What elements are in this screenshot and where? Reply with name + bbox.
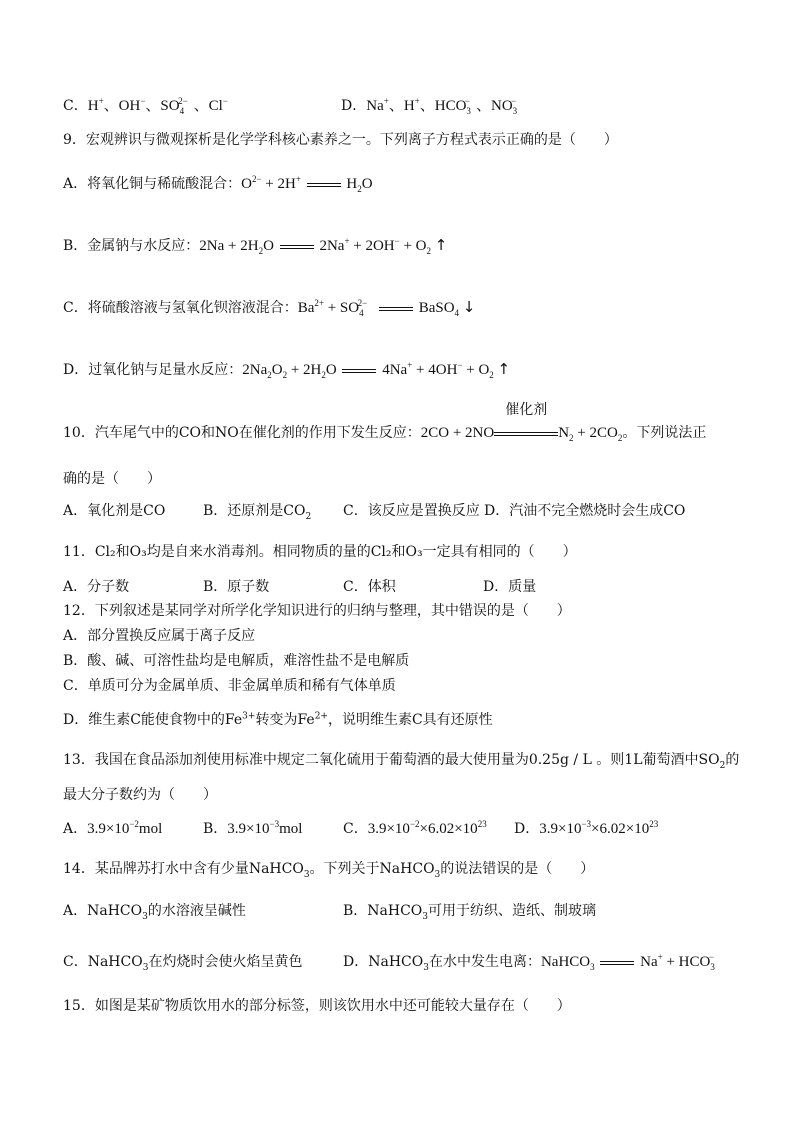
q14-option-c: C．NaHCO$_3$在灼烧时会使火焰呈黄色 <box>63 954 303 973</box>
q10-stem-part2: 。下列说法正 <box>622 425 707 441</box>
q9-option-a-text: A．将氧化铜与稀硫酸混合： <box>63 176 242 192</box>
q8-option-d-ions: Na+、H+、$HCO_3^-$ 、$NO_3^-$ <box>366 96 518 116</box>
q10-option-a: A．氧化剂是CO <box>63 503 166 519</box>
q11-option-c: C．体积 <box>343 579 396 595</box>
q9-option-a <box>63 175 373 193</box>
q14-stem-part1: 14．某品牌苏打水中含有少量NaHCO <box>63 861 304 877</box>
q13-stem-line2: 最大分子数约为（ ） <box>63 787 217 803</box>
q12-option-c: C．单质可分为金属单质、非金属单质和稀有气体单质 <box>63 678 396 694</box>
q12-option-a: A．部分置换反应属于离子反应 <box>63 628 256 644</box>
q10-catalyst-arrow <box>494 401 558 443</box>
q13-option-a: A．$3.9\times 10^{-2}mol$ <box>63 819 163 837</box>
q14-option-d-equation: NaHCO$_3$ $Na^+ + HCO_3^-$ <box>540 952 715 972</box>
q14-option-b-part1: B．NaHCO <box>343 903 423 919</box>
q13-option-b-label: B． <box>203 821 228 837</box>
q9-option-d-equation: $2Na_2O_2 + 2H_2O$ $4Na^+ + 4OH^- + O_2$ ↑ <box>242 360 511 380</box>
q13-option-a-label: A． <box>63 821 88 837</box>
q14-option-b: B．NaHCO$_3$可用于纺织、造纸、制玻璃 <box>343 903 597 922</box>
q11-option-d: D．质量 <box>483 579 537 595</box>
q11-option-a: A．分子数 <box>63 579 130 595</box>
q14-option-c-part1: C．NaHCO <box>63 954 143 970</box>
q9-option-c-text: C．将硫酸溶液与氢氧化钡溶液混合： <box>63 300 298 316</box>
q14-option-d-part2: 在水中发生电离： <box>428 954 541 970</box>
q13-stem-part1: 13．我国在食品添加剂使用标准中规定二氧化硫用于葡萄酒的最大使用量为0.25g / L 。则1L葡萄酒中SO <box>63 752 720 768</box>
q11-option-b: B．原子数 <box>203 579 270 595</box>
q14-option-a: A．NaHCO$_3$的水溶液呈碱性 <box>63 903 246 922</box>
q9-option-b-text: B．金属钠与水反应： <box>63 238 200 254</box>
q8-option-d <box>341 97 522 115</box>
q14-option-b-part2: 可用于纺织、造纸、制玻璃 <box>428 903 597 919</box>
q9-stem: 9．宏观辨识与微观探析是化学学科核心素养之一。下列离子方程式表示正确的是（ ） <box>63 132 618 148</box>
q14-option-d: D．NaHCO$_3$在水中发生电离：NaHCO$_3$ $Na^+ + HCO_3^-$ <box>343 953 720 971</box>
q13-stem: 13．我国在食品添加剂使用标准中规定二氧化硫用于葡萄酒的最大使用量为0.25g / L 。则1L葡萄酒中$SO_2$的 <box>63 752 740 771</box>
q14-option-a-part1: A．NaHCO <box>63 903 143 919</box>
q14-option-c-part2: 在灼烧时会使火焰呈黄色 <box>148 954 303 970</box>
q9-option-a-equation: $O^{2-} + 2H^+$ $H_2O$ <box>241 174 373 194</box>
q8-option-c-label: C． <box>63 98 88 114</box>
q13-option-d-label: D． <box>514 821 540 837</box>
q13-stem-part2: 的 <box>725 752 740 768</box>
q8-option-d-label: D． <box>341 98 367 114</box>
q10-equation: 2CO + 2NO 催化剂 $N_2 + 2CO_2$ <box>420 401 623 443</box>
q9-option-b <box>63 236 447 255</box>
q14-option-a-part2: 的水溶液呈碱性 <box>147 903 246 919</box>
q9-option-c <box>63 298 475 317</box>
q12-option-d-part2: 转变为Fe <box>255 712 315 728</box>
q10-stem-line2: 确的是（ ） <box>63 471 161 487</box>
q12-option-b: B．酸、碱、可溶性盐均是电解质，难溶性盐不是电解质 <box>63 653 410 669</box>
q12-option-d: D．维生素C能使食物中的$Fe^{3+}$转变为$Fe^{2+}$，说明维生素C具有还原性 <box>63 711 493 728</box>
q14-stem: 14．某品牌苏打水中含有少量NaHCO$_3$。下列关于NaHCO$_3$的说法错误的是（ ） <box>63 861 595 880</box>
q12-option-d-part3: ，说明维生素C具有还原性 <box>327 712 493 728</box>
q13-option-c-label: C． <box>343 821 368 837</box>
q9-option-d-text: D．过氧化钠与足量水反应： <box>63 362 243 378</box>
q10-catalyst-label: 催化剂 <box>505 401 548 418</box>
q8-option-c-ions: H+、OH−、$SO_4^{2-}$ 、Cl− <box>87 96 228 116</box>
q9-option-b-equation: $2Na + 2H_2O$ $2Na^+ + 2OH^- + O_2$ ↑ <box>199 236 448 256</box>
q10-stem <box>63 401 707 443</box>
q13-option-d: D．$3.9\times 10^{-3}\times 6.02\times 10^{23}$ <box>514 819 659 837</box>
q14-option-d-part1: D．NaHCO <box>343 954 424 970</box>
q12-option-d-part1: D．维生素C能使食物中的Fe <box>63 712 243 728</box>
q10-option-d: D．汽油不完全燃烧时会生成CO <box>484 503 686 519</box>
q13-option-c: C．$3.9\times 10^{-2}\times 6.02\times 10^{23}$ <box>343 819 487 837</box>
q8-option-c <box>63 97 228 115</box>
q9-option-d <box>63 360 510 379</box>
q15-stem: 15．如图是某矿物质饮用水的部分标签，则该饮用水中还可能较大量存在（ ） <box>63 998 571 1014</box>
q10-option-b: B．还原剂是$CO_2$ <box>203 503 312 522</box>
q10-option-b-text: B．还原剂是CO <box>203 503 306 519</box>
q10-stem-part1: 10．汽车尾气中的CO和NO在催化剂的作用下发生反应： <box>63 425 421 441</box>
q13-option-b: B．$3.9\times 10^{-3}mol$ <box>203 819 303 837</box>
q14-stem-part3: 的说法错误的是（ ） <box>440 861 595 877</box>
q10-option-c: C．该反应是置换反应 <box>343 503 480 519</box>
q14-stem-part2: 。下列关于NaHCO <box>309 861 435 877</box>
q12-stem: 12．下列叙述是某同学对所学化学知识进行的归纳与整理，其中错误的是（ ） <box>63 603 571 619</box>
q11-stem: 11．Cl₂和O₃均是自来水消毒剂。相同物质的量的Cl₂和O₃一定具有相同的（ ） <box>63 544 577 560</box>
q9-option-c-equation: $Ba^{2+} + SO_4^{2-}$ BaSO$_4$ ↓ <box>297 298 476 318</box>
